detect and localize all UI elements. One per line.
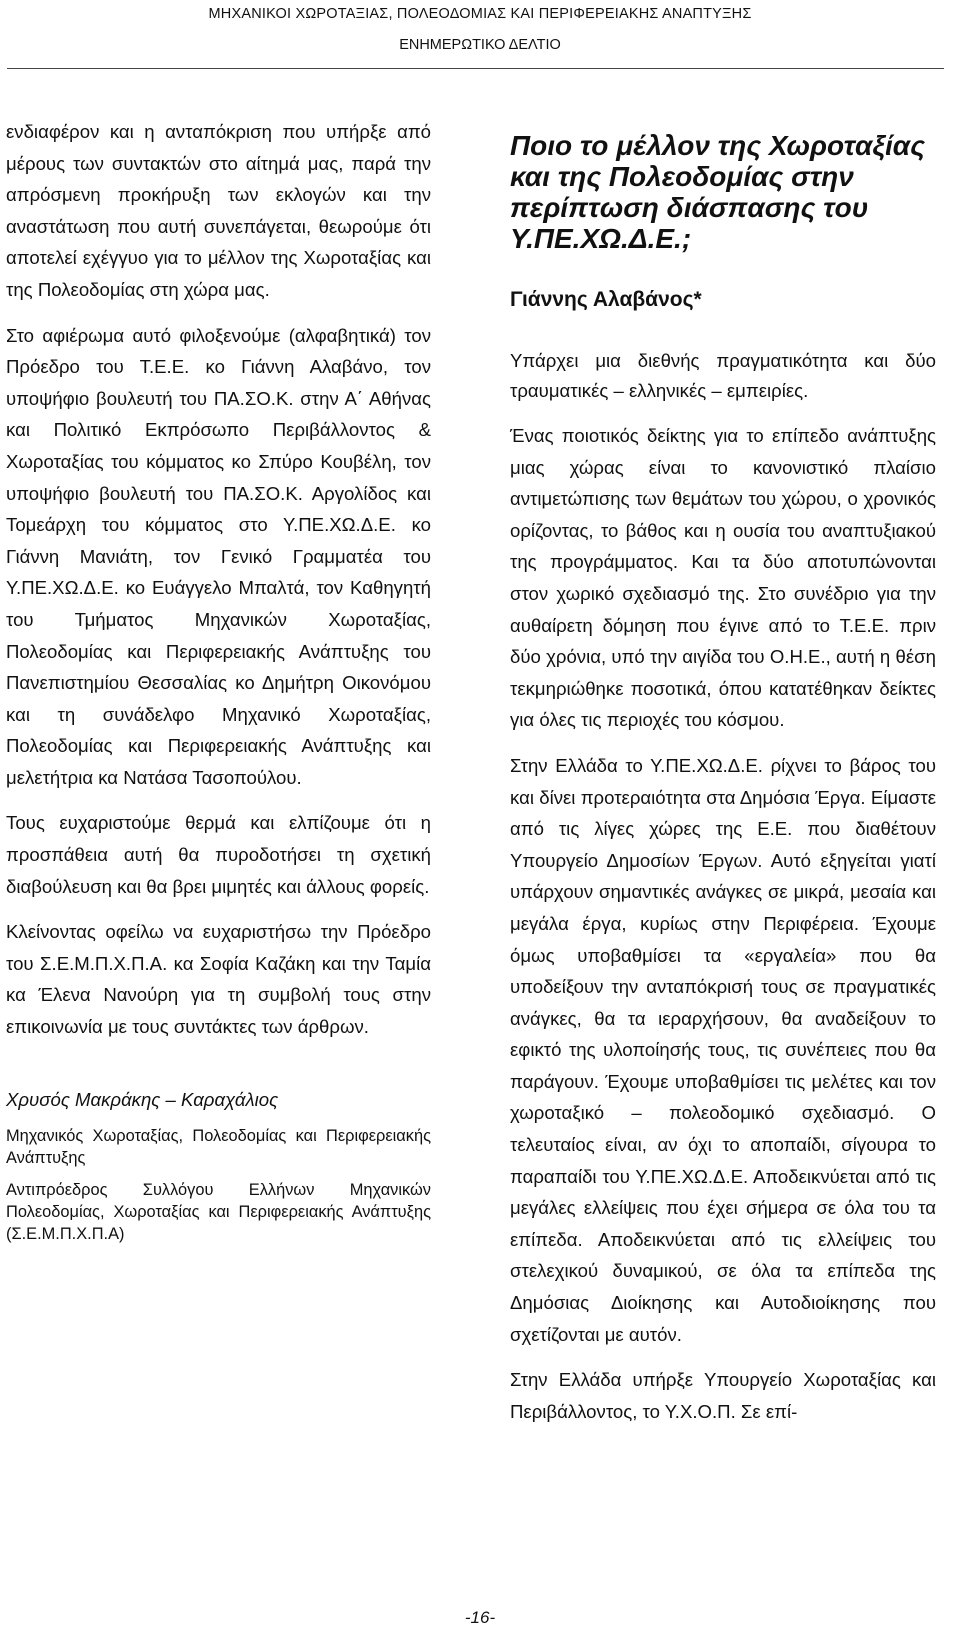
article-body (510, 346, 936, 1427)
running-header-subtitle-text: ΕΝΗΜΕΡΩΤΙΚΟ ΔΕΛΤΙΟ (399, 37, 561, 53)
signature-title: Μηχανικός Χωροταξίας, Πολεοδομίας και Περιφερειακής Ανάπτυξης (6, 1126, 431, 1167)
signature-affiliation: Αντιπρόεδρος Συλλόγου Ελλήνων Μηχανικών Πολεοδομίας, Χωροταξίας και Περιφερειακής Ανάπτυξης (Σ.Ε.Μ.Π.Χ.Π.Α) (6, 1180, 431, 1243)
left-paragraph-2: Στο αφιέρωμα αυτό φιλοξενούμε (αλφαβητικά) τον Πρόεδρο του Τ.Ε.Ε. κο Γιάννη Αλαβάνο, τον υποψήφιο βουλευτή του ΠΑ.ΣΟ.Κ. στην Α΄ Αθήνας και Πολιτικό Εκπρόσωπο Περιβάλλοντος & Χωροταξίας του κόμματος κο Σπύρο Κουβέλη, τον υποψήφιο βουλευτή του ΠΑ.ΣΟ.Κ. Αργολίδος και Τομεάρχη του κόμματος στο Υ.ΠΕ.ΧΩ.Δ.Ε. κο Γιάννη Μανιάτη, τον Γενικό Γραμματέα του Υ.ΠΕ.ΧΩ.Δ.Ε. κο Ευάγγελο Μπαλτά, τον Καθηγητή του Τμήματος Μηχανικών Χωροταξίας, Πολεοδομίας και Περιφερειακής Ανάπτυξης του Πανεπιστημίου Θεσσαλίας κο Δημήτρη Οικονόμου και τη συνάδελφο Μηχανικό Χωροταξίας, Πολεοδομίας και Περιφερειακής Ανάπτυξης και μελετήτρια κα Νατάσα Τασοπούλου. (6, 324, 431, 788)
running-header-title-text: ΜΗΧΑΝΙΚΟΙ ΧΩΡΟΤΑΞΙΑΣ, ΠΟΛΕΟΔΟΜΙΑΣ ΚΑΙ ΠΕΡΙΦΕΡΕΙΑΚΗΣ ΑΝΑΠΤΥΞΗΣ (208, 6, 752, 22)
right-column (510, 116, 936, 1427)
signature-name: Χρυσός Μακράκης – Καραχάλιος (6, 1088, 279, 1110)
running-header-subtitle (0, 37, 960, 53)
article-author: Γιάννης Αλαβάνος* (510, 288, 702, 311)
right-paragraph-4: Στην Ελλάδα υπήρξε Υπουργείο Χωροταξίας και Περιβάλλοντος, το Υ.Χ.Ο.Π. Σε επί- (510, 1369, 936, 1422)
right-paragraph-3: Στην Ελλάδα το Υ.ΠΕ.ΧΩ.Δ.Ε. ρίχνει το βάρος του και δίνει προτεραιότητα στα Δημόσια Έργα. Είμαστε από τις λίγες χώρες της Ε.Ε. που διαθέτουν Υπουργείο Δημοσίων Έργων. Αυτό εξηγείται γιατί υπάρχουν σημαντικές ανάγκες σε μικρά, μεσαία και μεγάλα έργα, κυρίως στην Περιφέρεια. Έχουμε όμως υποβαθμίσει τα «εργαλεία» που θα υποδείξουν την ανταπόκρισή τους σε πραγματικές ανάγκες, θα τα ιεραρχήσουν, θα αναδείξουν το εφικτό της υλοποίησής τους, τις συνέπειες που θα παράγουν. Έχουμε υποβαθμίσει τις μελέτες και τον χωροταξικό – πολεοδομικό σχεδιασμό. Ο τελευταίος είναι, αν όχι το αποπαίδι, σίγουρα το παραπαίδι του Υ.ΠΕ.ΧΩ.Δ.Ε. Αποδεικνύεται από τις μεγάλες ελλείψεις που έχει σήμερα σε όλα του τα επίπεδα. Αποδεικνύεται από τις ελλείψεις του στελεχικού δυναμικού, σε όλα τα επίπεδα της Δημόσιας Διοίκησης και Αυτοδιοίκησης που σχετίζονται με αυτόν. (510, 754, 936, 1345)
running-header-title (0, 6, 960, 22)
left-column (6, 116, 431, 1245)
left-paragraph-4: Κλείνοντας οφείλω να ευχαριστήσω την Πρόεδρο του Σ.Ε.Μ.Π.Χ.Π.Α. κα Σοφία Καζάκη και την Ταμία κα Έλενα Νανούρη για τη συμβολή τους στην επικοινωνία με τους συντάκτες των άρθρων. (6, 921, 431, 1038)
left-paragraph-1: ενδιαφέρον και η ανταπόκριση που υπήρξε από μέρους των συντακτών στο αίτημά μας, παρά την απρόσμενη προκήρυξη των εκλογών και την αναστάτωση που αυτή συνεπάγεται, θεωρούμε ότι αποτελεί εχέγγυο για το μέλλον της Χωροταξίας και της Πολεοδομίας στη χώρα μας. (6, 121, 431, 300)
left-paragraph-3: Τους ευχαριστούμε θερμά και ελπίζουμε ότι η προσπάθεια αυτή θα πυροδοτήσει τη σχετική διαβούλευση και θα βρει μιμητές και άλλους φορείς. (6, 812, 431, 897)
header-divider (7, 68, 944, 69)
article-title: Ποιο το μέλλον της Χωροταξίας και της Πολεοδομίας στην περίπτωση διάσπασης του Υ.ΠΕ.ΧΩ.Δ.Ε.; (510, 130, 926, 254)
page-number: -16- (464, 1608, 496, 1627)
right-paragraph-1: Υπάρχει μια διεθνής πραγματικότητα και δύο τραυματικές – ελληνικές – εμπειρίες. (510, 350, 936, 401)
right-paragraph-2: Ένας ποιοτικός δείκτης για το επίπεδο ανάπτυξης μιας χώρας είναι το κανονιστικό πλαίσιο αντιμετώπισης των θεμάτων του χώρου, ο χρονικός ορίζοντας, το βάθος και η ουσία του αναπτυξιακού της προγράμματος. Και τα δύο αποτυπώνονται στον χωρικό σχεδιασμό της. Στο συνέδριο για την αυθαίρετη δόμηση που έγινε από το Τ.Ε.Ε. πριν δύο χρόνια, υπό την αιγίδα του Ο.Η.Ε., αυτή η θέση τεκμηριώθηκε ποσοτικά, όπου κατατέθηκαν δείκτες για όλες τις περιοχές του κόσμου. (510, 425, 936, 731)
